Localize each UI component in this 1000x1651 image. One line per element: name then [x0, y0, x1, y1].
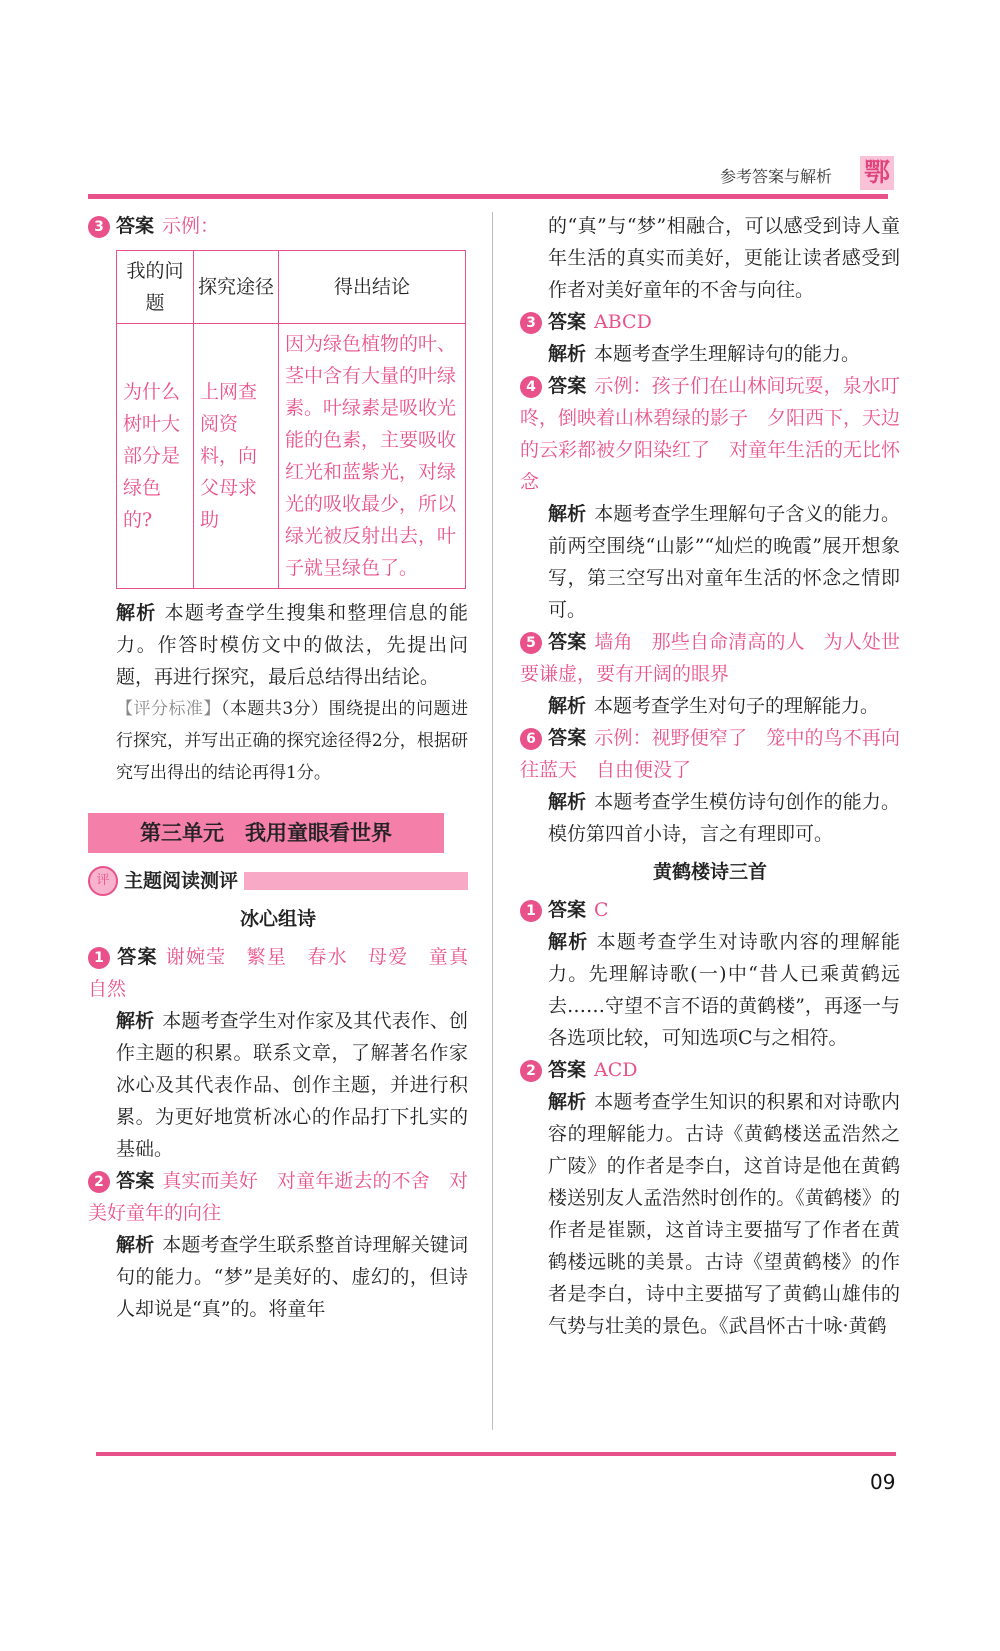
- answer-label: 答案: [548, 899, 587, 921]
- section-title: 冰心组诗: [239, 908, 316, 930]
- question-number: 5: [520, 632, 542, 654]
- analysis-text: 本题考查学生知识的积累和对诗歌内容的理解能力。古诗《黄鹤楼送孟浩然之广陵》的作者是李白，这首诗是他在黄鹤楼送别友人孟浩然时创作的。《黄鹤楼》的作者是崔颢，这首诗主要描写了作者在黄鹤楼远眺的美景。古诗《望黄鹤楼》的作者是李白，诗中主要描写了黄鹤山雄伟的气势与壮美的景色。《武昌怀古十咏·黄鹤: [548, 1091, 900, 1337]
- theme-bar: [244, 872, 468, 890]
- page-number: 09: [870, 1470, 896, 1494]
- answer-text: 谢婉莹 繁星 春水 母爱 童真 自然: [88, 946, 487, 1000]
- s2q2-answer: [520, 1054, 900, 1086]
- q5-analysis: [520, 690, 900, 722]
- answer-text: 示例：视野便窄了 笼中的鸟不再向往蓝天 自由便没了: [520, 727, 900, 781]
- section-title: 黄鹤楼诗三首: [652, 861, 767, 883]
- answer-text: ABCD: [594, 311, 652, 333]
- q4-answer: [520, 370, 900, 498]
- answer-text: C: [594, 899, 609, 921]
- theme-label: 主题阅读测评: [124, 870, 239, 892]
- answer-text: 墙角 那些自命清高的人 为人处世要谦虚，要有开阔的眼界: [520, 631, 900, 685]
- analysis-label: 解析: [548, 791, 587, 813]
- table-row: [117, 324, 466, 589]
- analysis-label: 解析: [548, 343, 587, 365]
- unit-title: 第三单元 我用童眼看世界: [88, 813, 444, 853]
- header-rule: [88, 194, 888, 199]
- analysis-label: 解析: [548, 503, 587, 525]
- table-cell: 上网查阅资料，向父母求助: [194, 324, 279, 589]
- answer-text: ACD: [594, 1059, 638, 1081]
- answer-label: 答案: [116, 946, 158, 968]
- answer-label: 答案: [548, 631, 587, 653]
- table-header: 探究途径: [194, 251, 279, 324]
- question-number: 3: [520, 312, 542, 334]
- table-header: 我的问题: [117, 251, 194, 324]
- question-number: 1: [88, 947, 110, 969]
- q2-answer: [88, 1165, 468, 1229]
- q5-answer: [520, 626, 900, 690]
- answer-text: 示例：孩子们在山林间玩耍，泉水叮咚，倒映着山林碧绿的影子 夕阳西下，天边的云彩都被夕阳染红了 对童年生活的无比怀念: [520, 375, 901, 493]
- left-q3-answer: [88, 210, 468, 242]
- answer-text: 真实而美好 对童年逝去的不舍 对美好童年的向往: [88, 1170, 468, 1224]
- table-header: 得出结论: [279, 251, 466, 324]
- left-column: [88, 210, 487, 1325]
- mascot-icon: 评: [88, 866, 118, 896]
- question-number: 2: [88, 1171, 110, 1193]
- column-divider: [492, 212, 493, 1430]
- table-cell: 为什么树叶大部分是绿色的?: [117, 324, 194, 589]
- header-title: 参考答案与解析: [720, 167, 833, 186]
- question-number: 4: [520, 376, 542, 398]
- q6-analysis: [520, 786, 900, 850]
- question-number: 6: [520, 728, 542, 750]
- q4-analysis: [520, 498, 900, 626]
- s2q1-analysis: [520, 926, 900, 1054]
- q3-answer: [520, 306, 900, 338]
- table-cell: 因为绿色植物的叶、茎中含有大量的叶绿素。叶绿素是吸收光能的色素，主要吸收红光和蓝紫光，对绿光的吸收最少，所以绿光被反射出去，叶子就呈绿色了。: [279, 324, 466, 589]
- analysis-text: 本题考查学生理解句子含义的能力。前两空围绕“山影”“灿烂的晚霞”展开想象写，第三空写出对童年生活的怀念之情即可。: [548, 503, 900, 621]
- q6-answer: [520, 722, 900, 786]
- answer-label: 答案: [116, 1170, 155, 1192]
- continued-text: 的“真”与“梦”相融合，可以感受到诗人童年生活的真实而美好，更能让读者感受到作者对美好童年的不舍与向往。: [548, 215, 900, 301]
- footer-rule: [96, 1452, 896, 1456]
- scoring-text: （本题共3分）围绕提出的问题进行探究，并写出正确的探究途径得2分，根据研究写出得出的结论再得1分。: [116, 699, 468, 783]
- analysis-label: 解析: [548, 931, 589, 953]
- answer-text: 示例：: [162, 215, 220, 237]
- analysis-text: 本题考查学生搜集和整理信息的能力。作答时模仿文中的做法，先提出问题，再进行探究，最后总结得出结论。: [116, 602, 468, 688]
- scoring: [88, 693, 468, 789]
- answer-label: 答案: [548, 311, 587, 333]
- question-number: 3: [88, 216, 110, 238]
- analysis-text: 本题考查学生理解诗句的能力。: [594, 343, 861, 365]
- answer-label: 答案: [548, 375, 587, 397]
- s2q1-answer: [520, 894, 900, 926]
- question-number: 2: [520, 1060, 542, 1082]
- scoring-label: 【评分标准】: [116, 699, 221, 719]
- analysis-label: 解析: [548, 1091, 587, 1113]
- answer-label: 答案: [548, 1059, 587, 1081]
- q3-analysis: [520, 338, 900, 370]
- analysis-label: 解析: [116, 1010, 155, 1032]
- theme-heading: [88, 865, 468, 897]
- analysis-text: 本题考查学生对句子的理解能力。: [594, 695, 880, 717]
- question-number: 1: [520, 900, 542, 922]
- q1-answer: [88, 941, 487, 1005]
- analysis-text: 本题考查学生对作家及其代表作、创作主题的积累。联系文章，了解著名作家冰心及其代表作品、创作主题，并进行积累。为更好地赏析冰心的作品打下扎实的基础。: [116, 1010, 468, 1160]
- analysis-label: 解析: [548, 695, 587, 717]
- q1-analysis: [88, 1005, 468, 1165]
- header-badge: 鄂: [860, 156, 894, 190]
- analysis-text: 本题考查学生对诗歌内容的理解能力。先理解诗歌(一)中“昔人已乘黄鹤远去……守望不言不语的黄鹤楼”，再逐一与各选项比较，可知选项C与之相符。: [548, 931, 900, 1049]
- analysis-text: 本题考查学生联系整首诗理解关键词句的能力。“梦”是美好的、虚幻的，但诗人却说是“真”的。将童年: [116, 1234, 468, 1320]
- inquiry-table: [116, 250, 466, 589]
- right-column: [520, 210, 900, 1342]
- analysis: [88, 597, 468, 693]
- answer-label: 答案: [548, 727, 587, 749]
- s2q2-analysis: [520, 1086, 900, 1342]
- analysis-text: 本题考查学生模仿诗句创作的能力。模仿第四首小诗，言之有理即可。: [548, 791, 900, 845]
- analysis-label: 解析: [116, 1234, 155, 1256]
- analysis-label: 解析: [116, 602, 157, 624]
- answer-label: 答案: [116, 215, 155, 237]
- q2-analysis: [88, 1229, 468, 1325]
